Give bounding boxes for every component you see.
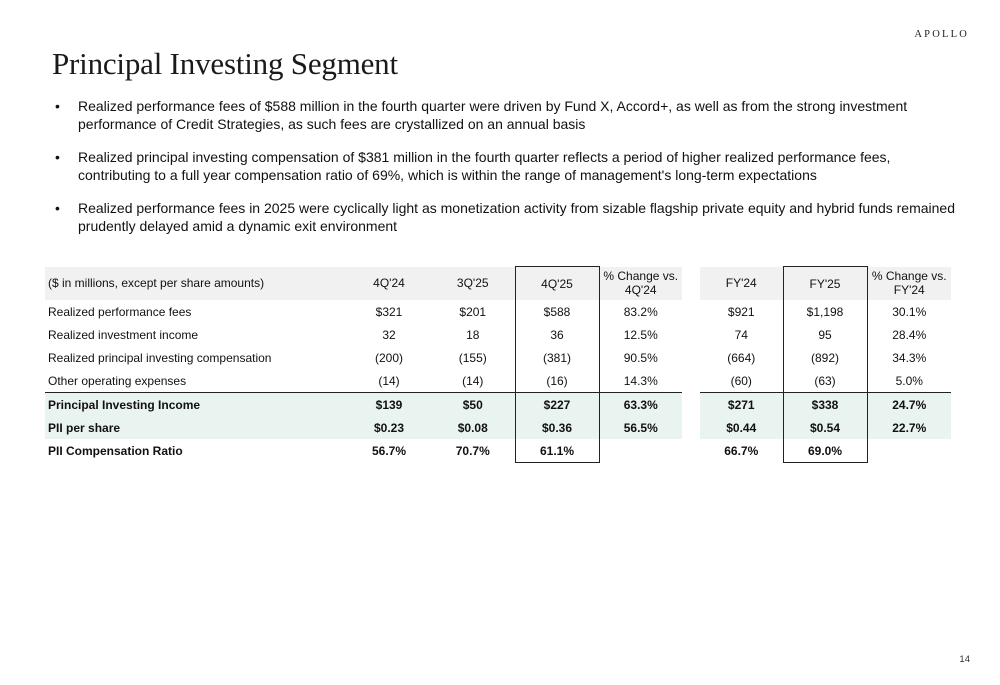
row-label: Realized investment income [48,327,199,342]
table-cell: $321 [375,304,403,319]
bullet-list [50,97,955,250]
table-cell: $338 [783,393,867,417]
row-label: Other operating expenses [48,373,187,388]
row-label: PII per share [45,416,347,439]
table-cell: 30.1% [892,304,927,319]
apollo-logo: APOLLO [914,29,969,40]
table-header-cell: 3Q'25 [431,267,515,301]
table-header-cell: % Change vs. 4Q'24 [599,267,682,301]
bullet-dot: • [55,98,60,114]
table-cell: $0.44 [700,416,783,439]
table-cell: 69.0% [783,439,867,463]
table-header-cell: % Change vs. FY'24 [867,267,951,301]
table-cell: 90.5% [623,350,658,365]
table-cell [599,439,682,463]
table-cell: 70.7% [455,443,490,458]
table-cell: $271 [700,393,783,417]
table-cell: $0.08 [431,416,515,439]
table-cell: 12.5% [623,327,658,342]
table-cell: 22.7% [867,416,951,439]
table-cell: 66.7% [724,443,759,458]
bullet-item [50,97,955,133]
table-cell: (63) [783,369,867,393]
table-cell: (664) [727,350,756,365]
column-gap [682,416,700,439]
row-label: Realized performance fees [48,304,192,319]
table-cell: 56.7% [371,443,407,458]
row-label: Principal Investing Income [45,393,347,417]
table-cell: 36 [515,323,599,346]
table-cell: (200) [374,350,403,365]
table-cell: 95 [783,323,867,346]
table-cell: 5.0% [895,373,923,388]
table-cell: 34.3% [892,350,927,365]
bullet-text: Realized principal investing compensation of $381 million in the fourth quarter reflects a period of higher realized performance fees, contributing to a full year compensation ratio of 69%, which is within the range of management's long-term expectations [78,149,891,183]
column-gap [682,300,700,323]
table-cell: (60) [730,373,752,388]
table-row [45,300,951,323]
table-header-cell: FY'24 [700,267,783,301]
table-cell: 61.1% [515,439,599,463]
table-cell: $1,198 [783,300,867,323]
table-cell: $0.23 [347,416,431,439]
table-cell: 74 [734,327,748,342]
table-header-cell: 4Q'24 [347,267,431,301]
table-cell [867,439,951,463]
table-cell: 32 [382,327,396,342]
column-gap [682,393,700,417]
table-cell: $921 [727,304,755,319]
table-cell: 24.7% [867,393,951,417]
table-cell: (155) [458,350,487,365]
row-label: Realized principal investing compensation [48,350,272,365]
column-gap [682,439,700,463]
table-row [45,416,951,439]
table-cell: 83.2% [623,304,658,319]
table-cell: 18 [466,327,480,342]
column-gap [682,323,700,346]
table-header-cell: ($ in millions, except per share amounts) [45,267,347,301]
table-cell: 63.3% [599,393,682,417]
table-header-cell: 4Q'25 [515,267,599,301]
column-gap [682,369,700,393]
table-row [45,346,951,369]
bullet-text: Realized performance fees in 2025 were cyclically light as monetization activity from sizable flagship private equity and hybrid funds remained prudently delayed amid a dynamic exit environment [78,200,955,234]
financial-table [45,266,951,463]
table-cell: (14) [378,373,400,388]
table-row [45,393,951,417]
table-header-cell: FY'25 [783,267,867,301]
bullet-item [50,199,955,235]
bullet-text: Realized performance fees of $588 million in the fourth quarter were driven by Fund X, Accord+, as well as from the strong investment performance of Credit Strategies, as such fees are crystallized on an annual basis [78,98,908,132]
table-cell: $50 [431,393,515,417]
table-cell: $227 [515,393,599,417]
table-cell: $0.54 [783,416,867,439]
table-cell: 56.5% [599,416,682,439]
bullet-dot: • [55,200,60,216]
table-cell: $588 [515,300,599,323]
table-cell: $201 [459,304,487,319]
column-gap [682,346,700,369]
bullet-dot: • [55,149,60,165]
table-row [45,439,951,463]
table-cell: (16) [515,369,599,393]
table-cell: 14.3% [623,373,658,388]
table-header-row [45,267,951,301]
row-label: PII Compensation Ratio [48,443,183,458]
page-number: 14 [959,654,970,665]
table-cell: $139 [347,393,431,417]
page-title: Principal Investing Segment [52,46,398,81]
table-cell: (381) [515,346,599,369]
table-cell: (14) [462,373,484,388]
table-row [45,323,951,346]
column-gap [682,267,700,301]
table-cell: $0.36 [515,416,599,439]
table-cell: 28.4% [892,327,927,342]
bullet-item [50,148,955,184]
table-cell: (892) [783,346,867,369]
table-row [45,369,951,393]
